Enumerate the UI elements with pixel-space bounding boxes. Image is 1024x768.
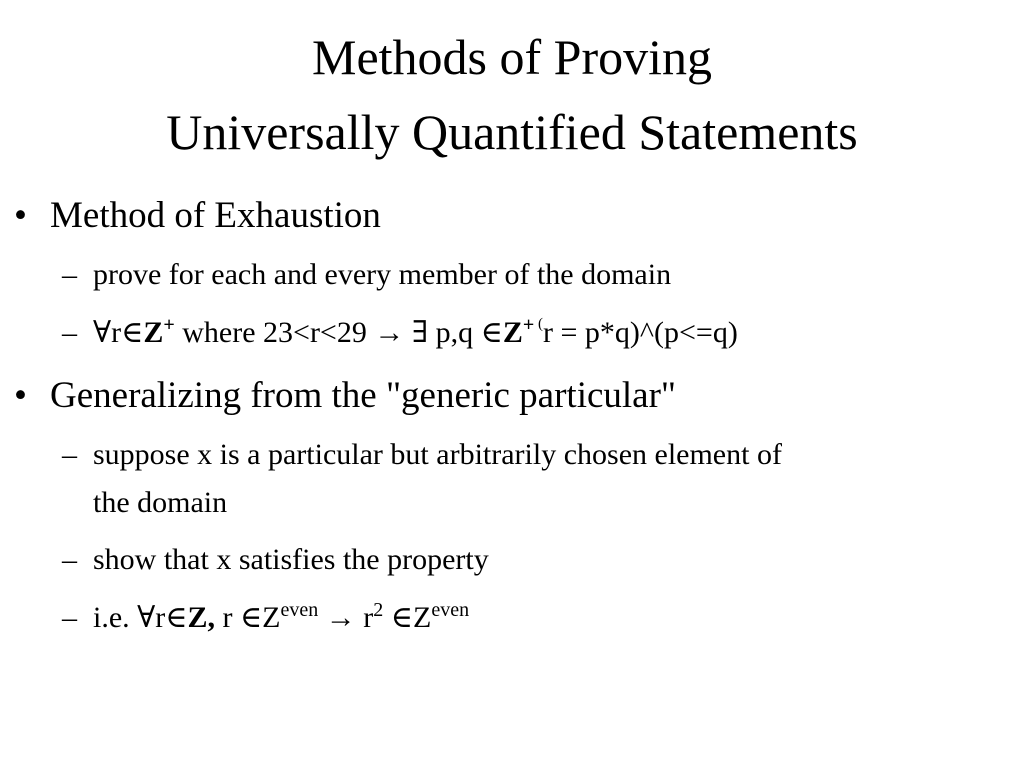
sub-bullet-text: prove for each and every member of the domain (93, 258, 672, 291)
sub-bullet-exhaustion-formula (62, 314, 738, 349)
formula-set-z: Z (143, 316, 164, 349)
formula-even-superscript-2: even (431, 599, 470, 621)
sub-bullet-ie-formula (62, 599, 470, 634)
bullet-text: Generalizing from the "generic particular" (50, 375, 677, 416)
formula-plus-superscript: + (163, 314, 175, 336)
formula-even-superscript: even (280, 599, 319, 621)
formula-where: where 23<r<29 → ∃ p,q ∈ (174, 316, 503, 349)
slide-title-line-1: Methods of Proving (312, 29, 712, 85)
formula-set-z: Z, (187, 601, 215, 634)
sub-bullet-dash: – (62, 543, 77, 576)
formula-rest: r = p*q)^(p<=q) (543, 316, 738, 349)
sub-bullet-show-property (62, 545, 489, 575)
bullet-text: Method of Exhaustion (50, 195, 381, 236)
bullet-dot: • (14, 375, 27, 416)
sub-bullet-suppose-x (62, 440, 782, 470)
formula-in-z: ∈Z (383, 601, 432, 634)
bullet-generic-particular (14, 377, 676, 414)
formula-arrow-r: → r (318, 601, 374, 634)
slide-title-line-2: Universally Quantified Statements (166, 104, 858, 160)
sub-bullet-dash: – (62, 316, 77, 349)
bullet-method-of-exhaustion (14, 197, 381, 234)
sub-bullet-dash: – (62, 601, 77, 634)
formula-square-superscript: 2 (373, 599, 384, 621)
sub-bullet-text: show that x satisfies the property (93, 543, 489, 576)
formula-ie-forall: i.e. ∀r∈ (93, 601, 188, 634)
sub-bullet-text: suppose x is a particular but arbitrarily chosen element of (93, 438, 782, 471)
formula-set-z-2: Z (502, 316, 523, 349)
sub-bullet-prove-each-member (62, 260, 671, 290)
formula-open-paren: ( (534, 316, 544, 332)
sub-bullet-dash: – (62, 258, 77, 291)
sub-bullet-suppose-x-continued: the domain (93, 486, 228, 519)
bullet-dot: • (14, 195, 27, 236)
formula-plus-superscript-2: + (522, 314, 535, 336)
sub-bullet-dash: – (62, 438, 77, 471)
formula-forall: ∀r∈ (93, 316, 144, 349)
formula-r-in-z: r ∈Z (214, 601, 281, 634)
